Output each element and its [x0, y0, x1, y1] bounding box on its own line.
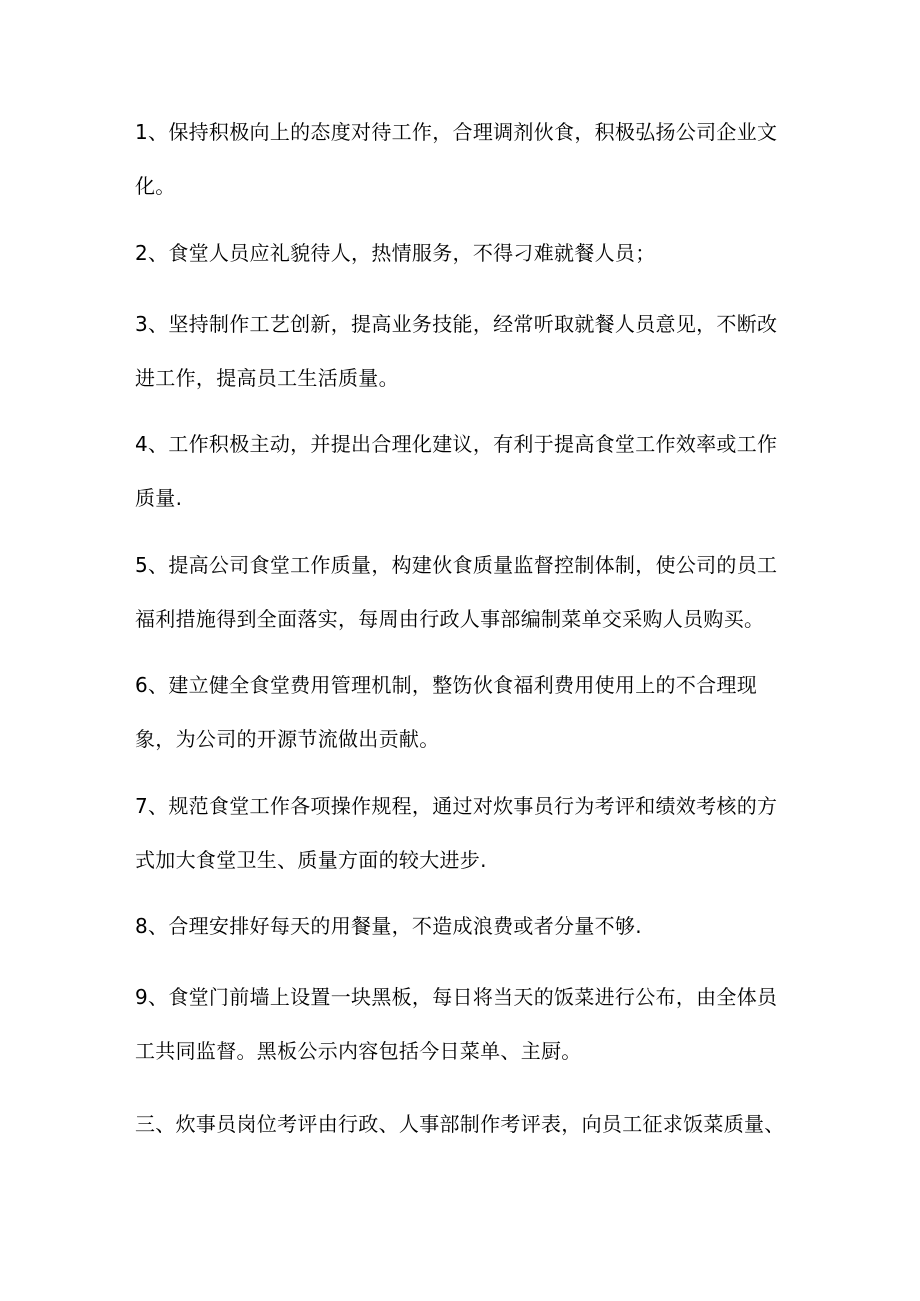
paragraph-1: [135, 105, 778, 213]
paragraph-line: 9、食堂门前墙上设置一块黑板，每日将当天的饭菜进行公布，由全体员: [135, 985, 778, 1009]
paragraph-line: 3、坚持制作工艺创新，提高业务技能，经常听取就餐人员意见，不断改: [135, 312, 778, 336]
paragraph-5: [135, 538, 778, 646]
paragraph-line: 4、工作积极主动，并提出合理化建议，有利于提高食堂工作效率或工作: [135, 432, 778, 456]
paragraph-8: [135, 899, 775, 953]
paragraph-line: 式加大食堂卫生、质量方面的较大进步.: [135, 848, 487, 872]
paragraph-line: 7、规范食堂工作各项操作规程，通过对炊事员行为考评和绩效考核的方: [135, 794, 778, 818]
paragraph-line: 工共同监督。黑板公示内容包括今日菜单、主厨。: [135, 1039, 582, 1063]
paragraph-3: [135, 297, 778, 405]
paragraph-line: 质量.: [135, 486, 183, 510]
paragraph-9: [135, 970, 778, 1078]
paragraph-4: [135, 417, 778, 525]
paragraph-line: 1、保持积极向上的态度对待工作，合理调剂伙食，积极弘扬公司企业文: [135, 120, 778, 144]
paragraph-line: 化。: [135, 174, 176, 198]
paragraph-line: 2、食堂人员应礼貌待人，热情服务，不得刁难就餐人员；: [135, 241, 656, 265]
paragraph-line: 象，为公司的开源节流做出贡献。: [135, 727, 440, 751]
paragraph-line: 6、建立健全食堂费用管理机制，整饬伙食福利费用使用上的不合理现: [135, 673, 758, 697]
paragraph-line: 福利措施得到全面落实，每周由行政人事部编制菜单交采购人员购买。: [135, 607, 765, 631]
paragraph-2: [135, 226, 775, 280]
paragraph-10: [135, 1097, 785, 1151]
paragraph-6: [135, 658, 775, 766]
paragraph-line: 进工作，提高员工生活质量。: [135, 366, 399, 390]
paragraph-line: 三、炊事员岗位考评由行政、人事部制作考评表，向员工征求饭菜质量、: [135, 1112, 785, 1136]
paragraph-line: 5、提高公司食堂工作质量，构建伙食质量监督控制体制，使公司的员工: [135, 553, 778, 577]
paragraph-line: 8、合理安排好每天的用餐量，不造成浪费或者分量不够.: [135, 914, 642, 938]
paragraph-7: [135, 779, 778, 887]
